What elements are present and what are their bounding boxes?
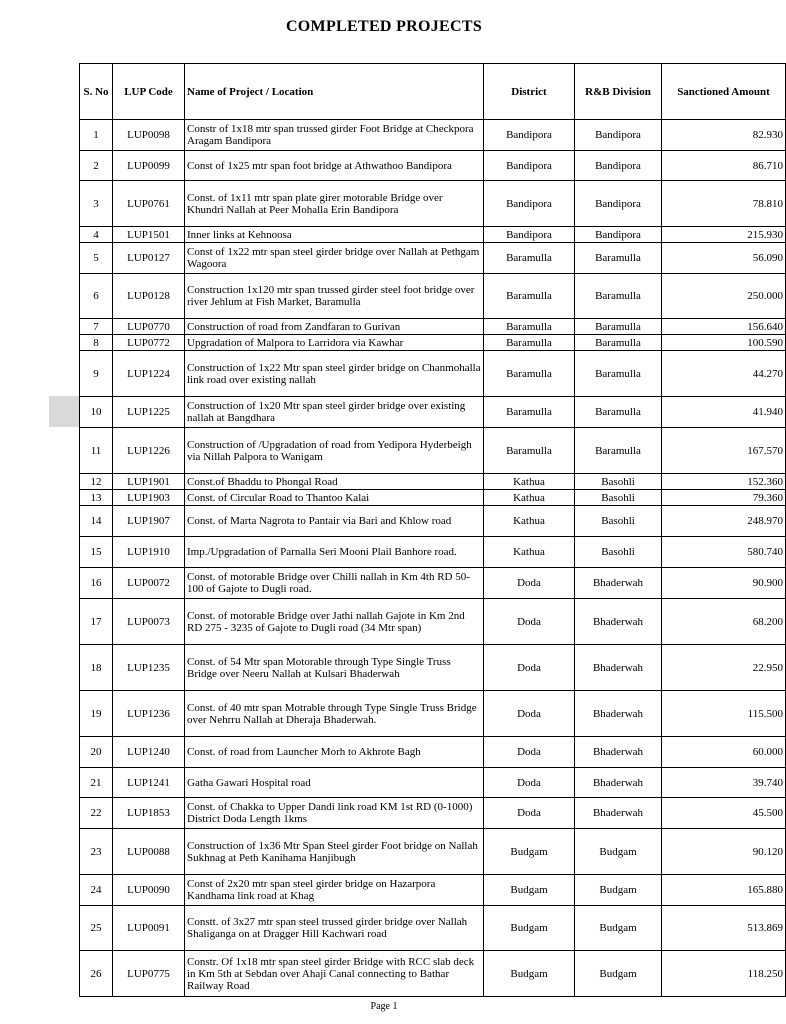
cell-district: Baramulla	[484, 428, 575, 474]
cell-district: Budgam	[484, 875, 575, 906]
cell-amount: 90.900	[662, 568, 786, 599]
cell-lup-code: LUP0128	[113, 274, 185, 319]
cell-sno: 23	[80, 829, 113, 875]
table-row	[80, 474, 786, 490]
cell-sno: 24	[80, 875, 113, 906]
row-selection-marker	[49, 396, 79, 427]
cell-division: Bandipora	[575, 151, 662, 181]
cell-division: Bhaderwah	[575, 798, 662, 829]
cell-lup-code: LUP0770	[113, 319, 185, 335]
cell-district: Doda	[484, 798, 575, 829]
cell-project-name: Constr. Of 1x18 mtr span steel girder Bridge with RCC slab deck in Km 5th at Sebdan over Ahaji Canal connecting to Bathar Railway Road	[185, 951, 484, 997]
table-row	[80, 506, 786, 537]
cell-amount: 39.740	[662, 768, 786, 798]
cell-project-name: Const. of road from Launcher Morh to Akhrote Bagh	[185, 737, 484, 768]
page-number: Page 1	[370, 1001, 398, 1012]
cell-project-name: Constt. of 3x27 mtr span steel trussed girder bridge over Nallah Shaliganga on at Dragger Hill Kachwari road	[185, 906, 484, 951]
cell-division: Bhaderwah	[575, 691, 662, 737]
cell-district: Doda	[484, 645, 575, 691]
cell-division: Budgam	[575, 906, 662, 951]
cell-project-name: Construction of /Upgradation of road from Yedipora Hyderbeigh via Nillah Palpora to Wanigam	[185, 428, 484, 474]
cell-amount: 79.360	[662, 490, 786, 506]
table-row	[80, 829, 786, 875]
cell-lup-code: LUP0098	[113, 120, 185, 151]
cell-sno: 7	[80, 319, 113, 335]
cell-division: Budgam	[575, 829, 662, 875]
cell-sno: 5	[80, 243, 113, 274]
cell-division: Bhaderwah	[575, 645, 662, 691]
table-row	[80, 151, 786, 181]
cell-project-name: Construction of 1x36 Mtr Span Steel girder Foot bridge on Nallah Sukhnag at Peth Kanihama Hanjibugh	[185, 829, 484, 875]
cell-amount: 580.740	[662, 537, 786, 568]
cell-district: Baramulla	[484, 351, 575, 397]
cell-sno: 2	[80, 151, 113, 181]
cell-amount: 45.500	[662, 798, 786, 829]
cell-lup-code: LUP0090	[113, 875, 185, 906]
cell-sno: 18	[80, 645, 113, 691]
table-row	[80, 227, 786, 243]
cell-amount: 100.590	[662, 335, 786, 351]
cell-amount: 22.950	[662, 645, 786, 691]
cell-division: Basohli	[575, 474, 662, 490]
cell-sno: 20	[80, 737, 113, 768]
cell-district: Bandipora	[484, 181, 575, 227]
header-division: R&B Division	[575, 64, 662, 120]
cell-amount: 90.120	[662, 829, 786, 875]
cell-project-name: Imp./Upgradation of Parnalla Seri Mooni Plail Banhore road.	[185, 537, 484, 568]
cell-project-name: Const. of Chakka to Upper Dandi link road KM 1st RD (0-1000) District Doda Length 1kms	[185, 798, 484, 829]
cell-division: Baramulla	[575, 397, 662, 428]
table-row	[80, 335, 786, 351]
page-title: COMPLETED PROJECTS	[285, 18, 483, 35]
table-row	[80, 243, 786, 274]
cell-district: Bandipora	[484, 120, 575, 151]
cell-amount: 115.500	[662, 691, 786, 737]
cell-division: Baramulla	[575, 319, 662, 335]
cell-district: Kathua	[484, 490, 575, 506]
cell-project-name: Const. of Marta Nagrota to Pantair via Bari and Khlow road	[185, 506, 484, 537]
cell-amount: 152.360	[662, 474, 786, 490]
cell-district: Doda	[484, 599, 575, 645]
cell-project-name: Const. of 40 mtr span Motrable through Type Single Truss Bridge over Nehrru Nallah at Dheraja Bhaderwah.	[185, 691, 484, 737]
cell-district: Baramulla	[484, 319, 575, 335]
table-row	[80, 397, 786, 428]
cell-district: Budgam	[484, 906, 575, 951]
cell-amount: 44.270	[662, 351, 786, 397]
cell-district: Bandipora	[484, 227, 575, 243]
cell-sno: 25	[80, 906, 113, 951]
cell-district: Kathua	[484, 506, 575, 537]
table-row	[80, 319, 786, 335]
cell-amount: 165.880	[662, 875, 786, 906]
table-row	[80, 428, 786, 474]
cell-district: Doda	[484, 568, 575, 599]
cell-sno: 21	[80, 768, 113, 798]
cell-district: Bandipora	[484, 151, 575, 181]
cell-lup-code: LUP1225	[113, 397, 185, 428]
header-lup-code: LUP Code	[113, 64, 185, 120]
cell-project-name: Construction of road from Zandfaran to Gurivan	[185, 319, 484, 335]
cell-sno: 3	[80, 181, 113, 227]
table-row	[80, 181, 786, 227]
cell-district: Doda	[484, 737, 575, 768]
cell-division: Baramulla	[575, 351, 662, 397]
cell-district: Kathua	[484, 474, 575, 490]
cell-sno: 6	[80, 274, 113, 319]
cell-district: Baramulla	[484, 335, 575, 351]
table-row	[80, 351, 786, 397]
cell-project-name: Const. of motorable Bridge over Chilli nallah in Km 4th RD 50-100 of Gajote to Dugli road.	[185, 568, 484, 599]
cell-division: Baramulla	[575, 243, 662, 274]
cell-amount: 156.640	[662, 319, 786, 335]
cell-amount: 513.869	[662, 906, 786, 951]
table-row	[80, 875, 786, 906]
cell-division: Bandipora	[575, 120, 662, 151]
cell-division: Basohli	[575, 537, 662, 568]
cell-lup-code: LUP1501	[113, 227, 185, 243]
cell-sno: 22	[80, 798, 113, 829]
cell-division: Bhaderwah	[575, 599, 662, 645]
cell-lup-code: LUP1226	[113, 428, 185, 474]
cell-amount: 68.200	[662, 599, 786, 645]
cell-sno: 9	[80, 351, 113, 397]
table-row	[80, 274, 786, 319]
cell-district: Budgam	[484, 829, 575, 875]
table-row	[80, 737, 786, 768]
header-project-name: Name of Project / Location	[185, 64, 484, 120]
cell-division: Bandipora	[575, 227, 662, 243]
cell-lup-code: LUP0091	[113, 906, 185, 951]
table-header-row	[80, 64, 786, 120]
cell-amount: 250.000	[662, 274, 786, 319]
cell-district: Baramulla	[484, 397, 575, 428]
cell-district: Baramulla	[484, 243, 575, 274]
cell-lup-code: LUP0073	[113, 599, 185, 645]
cell-division: Baramulla	[575, 274, 662, 319]
cell-project-name: Const. of Circular Road to Thantoo Kalai	[185, 490, 484, 506]
table-row	[80, 645, 786, 691]
cell-sno: 16	[80, 568, 113, 599]
cell-lup-code: LUP1235	[113, 645, 185, 691]
cell-sno: 10	[80, 397, 113, 428]
cell-district: Doda	[484, 768, 575, 798]
table-row	[80, 951, 786, 997]
cell-amount: 41.940	[662, 397, 786, 428]
cell-project-name: Gatha Gawari Hospital road	[185, 768, 484, 798]
cell-district: Kathua	[484, 537, 575, 568]
cell-sno: 1	[80, 120, 113, 151]
cell-lup-code: LUP1236	[113, 691, 185, 737]
cell-division: Bandipora	[575, 181, 662, 227]
cell-lup-code: LUP1903	[113, 490, 185, 506]
header-district: District	[484, 64, 575, 120]
cell-project-name: Upgradation of Malpora to Larridora via Kawhar	[185, 335, 484, 351]
cell-sno: 8	[80, 335, 113, 351]
header-sno: S. No	[80, 64, 113, 120]
cell-project-name: Const of 1x22 mtr span steel girder bridge over Nallah at Pethgam Wagoora	[185, 243, 484, 274]
cell-amount: 167.570	[662, 428, 786, 474]
cell-sno: 17	[80, 599, 113, 645]
cell-sno: 12	[80, 474, 113, 490]
cell-project-name: Const. of 1x11 mtr span plate girer motorable Bridge over Khundri Nallah at Peer Mohalla Erin Bandipora	[185, 181, 484, 227]
cell-project-name: Inner links at Kehnoosa	[185, 227, 484, 243]
cell-project-name: Const of 2x20 mtr span steel girder bridge on Hazarpora Kandhama link road at Khag	[185, 875, 484, 906]
cell-division: Budgam	[575, 951, 662, 997]
cell-division: Baramulla	[575, 335, 662, 351]
cell-lup-code: LUP0072	[113, 568, 185, 599]
table-row	[80, 906, 786, 951]
table-row	[80, 798, 786, 829]
cell-lup-code: LUP0088	[113, 829, 185, 875]
cell-lup-code: LUP1907	[113, 506, 185, 537]
table-row	[80, 490, 786, 506]
cell-sno: 26	[80, 951, 113, 997]
cell-amount: 118.250	[662, 951, 786, 997]
cell-division: Bhaderwah	[575, 768, 662, 798]
cell-sno: 4	[80, 227, 113, 243]
cell-sno: 13	[80, 490, 113, 506]
cell-project-name: Const.of Bhaddu to Phongal Road	[185, 474, 484, 490]
cell-division: Budgam	[575, 875, 662, 906]
cell-project-name: Const. of 54 Mtr span Motorable through Type Single Truss Bridge over Neeru Nallah at Kulsari Bhaderwah	[185, 645, 484, 691]
cell-district: Doda	[484, 691, 575, 737]
cell-lup-code: LUP0127	[113, 243, 185, 274]
header-amount: Sanctioned Amount	[662, 64, 786, 120]
cell-division: Bhaderwah	[575, 737, 662, 768]
table-body	[80, 120, 786, 997]
cell-amount: 86.710	[662, 151, 786, 181]
projects-table	[79, 63, 786, 997]
cell-amount: 60.000	[662, 737, 786, 768]
cell-division: Bhaderwah	[575, 568, 662, 599]
cell-district: Budgam	[484, 951, 575, 997]
cell-division: Baramulla	[575, 428, 662, 474]
cell-lup-code: LUP0772	[113, 335, 185, 351]
cell-project-name: Construction of 1x22 Mtr span steel girder bridge on Chanmohalla link road over existing nallah	[185, 351, 484, 397]
cell-lup-code: LUP1241	[113, 768, 185, 798]
cell-lup-code: LUP1853	[113, 798, 185, 829]
cell-lup-code: LUP0775	[113, 951, 185, 997]
table-row	[80, 691, 786, 737]
cell-amount: 215.930	[662, 227, 786, 243]
table-row	[80, 599, 786, 645]
cell-sno: 15	[80, 537, 113, 568]
cell-amount: 82.930	[662, 120, 786, 151]
cell-amount: 78.810	[662, 181, 786, 227]
cell-sno: 14	[80, 506, 113, 537]
cell-project-name: Const of 1x25 mtr span foot bridge at Athwathoo Bandipora	[185, 151, 484, 181]
cell-district: Baramulla	[484, 274, 575, 319]
cell-lup-code: LUP1901	[113, 474, 185, 490]
cell-project-name: Constr of 1x18 mtr span trussed girder Foot Bridge at Checkpora Aragam Bandipora	[185, 120, 484, 151]
cell-project-name: Construction 1x120 mtr span trussed girder steel foot bridge over river Jehlum at Fish Market, Baramulla	[185, 274, 484, 319]
cell-division: Basohli	[575, 506, 662, 537]
cell-lup-code: LUP1224	[113, 351, 185, 397]
table-row	[80, 568, 786, 599]
cell-sno: 19	[80, 691, 113, 737]
cell-project-name: Const. of motorable Bridge over Jathi nallah Gajote in Km 2nd RD 275 - 3235 of Gajote to Dugli road (34 Mtr span)	[185, 599, 484, 645]
cell-sno: 11	[80, 428, 113, 474]
cell-amount: 248.970	[662, 506, 786, 537]
cell-project-name: Construction of 1x20 Mtr span steel girder bridge over existing nallah at Bangdhara	[185, 397, 484, 428]
table-row	[80, 120, 786, 151]
cell-lup-code: LUP1240	[113, 737, 185, 768]
cell-lup-code: LUP0761	[113, 181, 185, 227]
table-row	[80, 537, 786, 568]
table-row	[80, 768, 786, 798]
cell-lup-code: LUP0099	[113, 151, 185, 181]
cell-division: Basohli	[575, 490, 662, 506]
cell-amount: 56.090	[662, 243, 786, 274]
cell-lup-code: LUP1910	[113, 537, 185, 568]
